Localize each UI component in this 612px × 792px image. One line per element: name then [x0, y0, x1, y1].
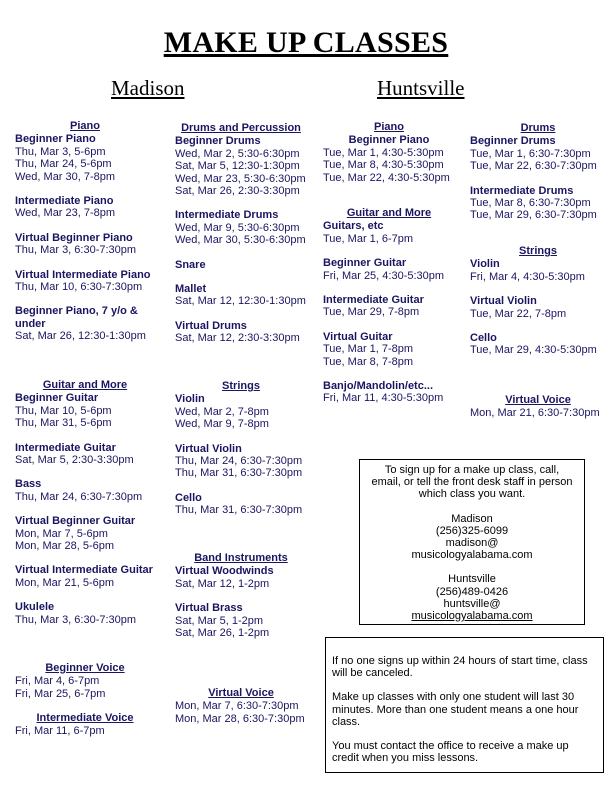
time-slot: Mon, Mar 28, 5-6pm [15, 540, 115, 553]
class-name-intermediate-guitar: Intermediate Guitar [323, 294, 424, 307]
class-name-banjo-mandolin-etc: Banjo/Mandolin/etc... [323, 380, 434, 393]
time-slot: Fri, Mar 11, 4:30-5:30pm [323, 392, 444, 405]
class-name-mallet: Mallet [175, 283, 207, 296]
time-slot: Tue, Mar 1, 6:30-7:30pm [470, 147, 591, 160]
huntsville-contact-name: Huntsville [448, 573, 496, 586]
class-name-snare: Snare [175, 258, 206, 271]
section-heading: Guitar and More [42, 379, 128, 391]
time-slot: Thu, Mar 3, 6:30-7:30pm [15, 613, 137, 626]
madison-email-part1: madison@ [445, 537, 499, 550]
time-slot: Wed, Mar 9, 5:30-6:30pm [175, 221, 300, 234]
time-slot: Mon, Mar 7, 5-6pm [15, 527, 108, 540]
time-slot: Sat, Mar 5, 1-2pm [175, 614, 264, 627]
time-slot: Thu, Mar 3, 5-6pm [15, 145, 106, 158]
section-heading: Drums [520, 122, 556, 134]
class-name-virtual-violin: Virtual Violin [175, 442, 242, 455]
time-slot: Tue, Mar 22, 7-8pm [470, 307, 567, 320]
class-name-beginner-piano-7-y-o: Beginner Piano, 7 y/o & [15, 305, 138, 318]
class-name-virtual-guitar: Virtual Guitar [323, 330, 393, 343]
policy-text-line: minutes. More than one student means a one hour [332, 703, 579, 716]
section-heading: Piano [374, 121, 404, 133]
class-name-virtual-beginner-piano: Virtual Beginner Piano [15, 231, 133, 244]
section-heading: Piano [70, 120, 100, 132]
class-name-virtual-woodwinds: Virtual Woodwinds [175, 565, 274, 578]
time-slot: Wed, Mar 30, 7-8pm [15, 170, 116, 183]
class-name-virtual-intermediate-guitar: Virtual Intermediate Guitar [15, 564, 153, 577]
time-slot: Thu, Mar 3, 6:30-7:30pm [15, 244, 137, 257]
location-madison: Madison [111, 76, 185, 100]
class-name-beginner-guitar: Beginner Guitar [323, 257, 407, 270]
time-slot: Thu, Mar 24, 5-6pm [15, 158, 112, 171]
class-name-beginner-piano: Beginner Piano [348, 134, 430, 147]
time-slot: Thu, Mar 31, 6:30-7:30pm [175, 467, 303, 480]
time-slot: Thu, Mar 31, 5-6pm [15, 417, 112, 430]
policy-text-line: Make up classes with only one student will last 30 [332, 691, 575, 704]
signup-info-box [359, 459, 585, 625]
class-name-beginner-drums: Beginner Drums [175, 135, 261, 148]
time-slot: Fri, Mar 4, 6-7pm [15, 675, 100, 688]
madison-drums-section [175, 122, 307, 345]
time-slot: Wed, Mar 9, 7-8pm [175, 418, 269, 431]
time-slot: Mon, Mar 21, 6:30-7:30pm [470, 407, 600, 420]
section-heading: Virtual Voice [505, 394, 571, 406]
time-slot: Sat, Mar 12, 1-2pm [175, 577, 270, 590]
class-name-virtual-brass: Virtual Brass [175, 602, 243, 615]
section-heading: Strings [519, 245, 557, 257]
time-slot: Sat, Mar 26, 1-2pm [175, 627, 270, 640]
madison-virtual-voice-section [175, 687, 307, 725]
time-slot: Sat, Mar 26, 2:30-3:30pm [175, 185, 300, 198]
time-slot: Sat, Mar 5, 12:30-1:30pm [175, 160, 300, 173]
huntsville-strings-section [470, 245, 606, 357]
madison-band-section [175, 552, 307, 639]
policy-text-line: If no one signs up within 24 hours of start time, class [332, 655, 588, 667]
time-slot: Fri, Mar 4, 4:30-5:30pm [470, 270, 585, 283]
policy-text-line: You must contact the office to receive a make up [332, 740, 569, 753]
time-slot: Sat, Mar 12, 2:30-3:30pm [175, 332, 300, 345]
class-name-virtual-violin: Virtual Violin [470, 295, 537, 308]
policy-text-line: will be canceled. [332, 667, 413, 680]
time-slot: Tue, Mar 22, 4:30-5:30pm [323, 171, 450, 184]
time-slot: Thu, Mar 10, 5-6pm [15, 404, 112, 417]
policy-text-line: class. [332, 715, 361, 728]
time-slot: Wed, Mar 2, 5:30-6:30pm [175, 147, 300, 160]
madison-piano-section [15, 120, 155, 343]
time-slot: Mon, Mar 21, 5-6pm [15, 576, 115, 589]
huntsville-drums-section [470, 122, 606, 222]
time-slot: Tue, Mar 22, 6:30-7:30pm [470, 160, 597, 173]
page-title: MAKE UP CLASSES [163, 26, 449, 59]
time-slot: Fri, Mar 25, 4:30-5:30pm [323, 269, 445, 282]
class-name-beginner-piano: Beginner Piano [15, 133, 96, 146]
class-name-intermediate-piano: Intermediate Piano [15, 195, 114, 208]
class-name-cello: Cello [470, 332, 497, 345]
time-slot: Wed, Mar 2, 7-8pm [175, 405, 269, 418]
time-slot: Fri, Mar 11, 6-7pm [15, 725, 105, 738]
time-slot: Tue, Mar 1, 6-7pm [323, 232, 414, 245]
class-name-violin: Violin [470, 258, 500, 271]
madison-intermediate-voice-section [15, 712, 155, 738]
class-name-ukulele: Ukulele [15, 601, 55, 614]
time-slot: Sat, Mar 26, 12:30-1:30pm [15, 330, 146, 343]
time-slot: Tue, Mar 29, 7-8pm [323, 306, 420, 319]
section-heading: Intermediate Voice [36, 712, 134, 724]
madison-email-part2: musicologyalabama.com [411, 549, 533, 562]
time-slot: Thu, Mar 24, 6:30-7:30pm [175, 455, 303, 468]
class-name-intermediate-drums: Intermediate Drums [470, 184, 574, 197]
time-slot: Sat, Mar 5, 2:30-3:30pm [15, 454, 134, 467]
huntsville-email-part1: huntsville@ [443, 597, 501, 610]
class-name-bass: Bass [15, 478, 42, 491]
time-slot: Mon, Mar 7, 6:30-7:30pm [175, 700, 299, 713]
policy-text-line: credit when you miss lessons. [332, 752, 479, 765]
time-slot: Thu, Mar 24, 6:30-7:30pm [15, 490, 143, 503]
time-slot: Tue, Mar 29, 4:30-5:30pm [470, 344, 597, 357]
class-name-cello: Cello [175, 491, 202, 504]
huntsville-piano-section [323, 121, 455, 184]
madison-contact-name: Madison [451, 512, 493, 525]
class-name-guitars-etc: Guitars, etc [323, 220, 384, 233]
policy-box [325, 637, 604, 773]
class-name-continued: under [15, 317, 46, 330]
huntsville-guitar-section [323, 207, 455, 405]
time-slot: Tue, Mar 8, 4:30-5:30pm [323, 159, 444, 172]
section-heading: Strings [222, 380, 260, 392]
time-slot: Wed, Mar 30, 5:30-6:30pm [175, 234, 306, 247]
class-name-intermediate-guitar: Intermediate Guitar [15, 441, 116, 454]
time-slot: Wed, Mar 23, 5:30-6:30pm [175, 172, 306, 185]
madison-guitar-section [15, 379, 155, 626]
signup-text-line: email, or tell the front desk staff in person [371, 476, 573, 489]
time-slot: Tue, Mar 29, 6:30-7:30pm [470, 209, 597, 222]
time-slot: Thu, Mar 10, 6:30-7:30pm [15, 281, 143, 294]
class-name-virtual-beginner-guitar: Virtual Beginner Guitar [15, 515, 136, 528]
huntsville-email-link[interactable]: musicologyalabama.com [411, 610, 533, 623]
madison-strings-section [175, 380, 307, 517]
signup-text-line: which class you want. [418, 488, 526, 501]
time-slot: Tue, Mar 1, 7-8pm [323, 343, 414, 356]
class-name-virtual-drums: Virtual Drums [175, 319, 247, 332]
huntsville-phone: (256)489-0426 [435, 585, 509, 598]
time-slot: Thu, Mar 31, 6:30-7:30pm [175, 504, 303, 517]
signup-text-line: To sign up for a make up class, call, [384, 464, 560, 476]
class-name-violin: Violin [175, 393, 205, 406]
time-slot: Wed, Mar 23, 7-8pm [15, 207, 116, 220]
madison-phone: (256)325-6099 [435, 524, 509, 537]
madison-beginner-voice-section [15, 662, 155, 700]
section-heading: Virtual Voice [208, 687, 274, 699]
time-slot: Tue, Mar 8, 7-8pm [323, 355, 414, 368]
time-slot: Tue, Mar 8, 6:30-7:30pm [470, 197, 591, 210]
location-huntsville: Huntsville [377, 76, 465, 100]
section-heading: Guitar and More [346, 207, 432, 219]
class-name-beginner-guitar: Beginner Guitar [15, 392, 99, 405]
section-heading: Band Instruments [194, 552, 288, 564]
time-slot: Tue, Mar 1, 4:30-5:30pm [323, 146, 444, 159]
huntsville-virtual-voice-section [470, 394, 606, 420]
time-slot: Sat, Mar 12, 12:30-1:30pm [175, 295, 306, 308]
class-name-virtual-intermediate-piano: Virtual Intermediate Piano [15, 268, 151, 281]
time-slot: Mon, Mar 28, 6:30-7:30pm [175, 712, 305, 725]
class-name-beginner-drums: Beginner Drums [470, 135, 556, 148]
section-heading: Drums and Percussion [181, 122, 301, 134]
class-name-intermediate-drums: Intermediate Drums [175, 209, 279, 222]
section-heading: Beginner Voice [45, 662, 125, 674]
time-slot: Fri, Mar 25, 6-7pm [15, 687, 106, 700]
